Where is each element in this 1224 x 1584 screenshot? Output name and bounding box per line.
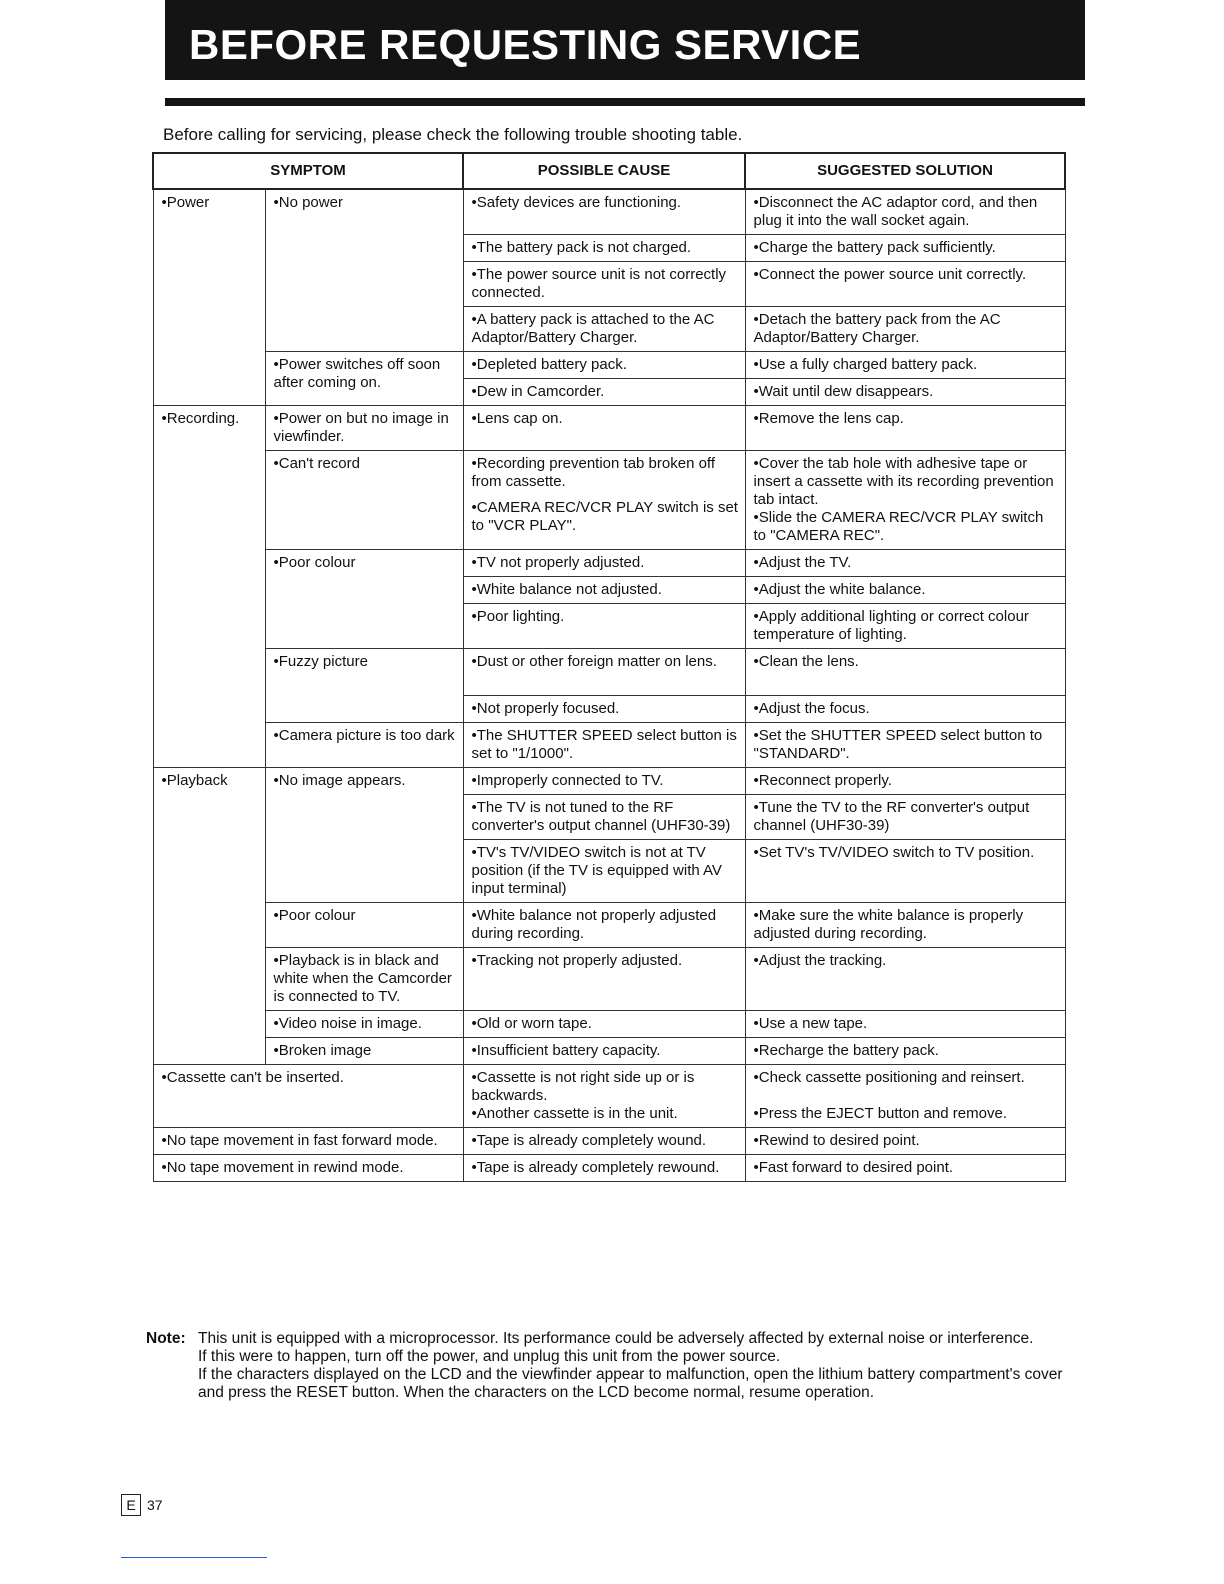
symptom-noise: •Video noise in image. <box>265 1011 463 1038</box>
cause-cell: •The battery pack is not charged. <box>463 235 745 262</box>
cause-cell: •Dew in Camcorder. <box>463 379 745 406</box>
solution-cell: •Rewind to desired point. <box>745 1128 1065 1155</box>
cause-cell: •TV's TV/VIDEO switch is not at TV position (if the TV is equipped with AV input terminal) <box>463 840 745 903</box>
table-row <box>153 1011 1065 1038</box>
solution-text: •Cover the tab hole with adhesive tape or insert a cassette with its recording prevention tab intact. <box>753 455 1054 508</box>
cause-text: •Another cassette is in the unit. <box>471 1105 678 1122</box>
note-line: This unit is equipped with a microprocessor. Its performance could be adversely affected by external noise or interference. <box>198 1330 1034 1347</box>
cause-cell: •Poor lighting. <box>463 604 745 649</box>
cause-cell: •Tracking not properly adjusted. <box>463 948 745 1011</box>
cause-cell: •Not properly focused. <box>463 696 745 723</box>
table-header-row <box>153 153 1065 189</box>
symptom-cassette: •Cassette can't be inserted. <box>153 1065 463 1128</box>
solution-cell: •Set the SHUTTER SPEED select button to "STANDARD". <box>745 723 1065 768</box>
solution-cell: •Disconnect the AC adaptor cord, and then plug it into the wall socket again. <box>745 189 1065 235</box>
solution-cell: •Apply additional lighting or correct colour temperature of lighting. <box>745 604 1065 649</box>
solution-cell: •Wait until dew disappears. <box>745 379 1065 406</box>
group-recording: •Recording. <box>153 406 265 768</box>
cause-text: •Cassette is not right side up or is backwards. <box>471 1069 695 1104</box>
solution-cell: •Clean the lens. <box>745 649 1065 696</box>
symptom-bw: •Playback is in black and white when the Camcorder is connected to TV. <box>265 948 463 1011</box>
cause-cell: •White balance not adjusted. <box>463 577 745 604</box>
cause-cell: •Insufficient battery capacity. <box>463 1038 745 1065</box>
solution-cell: •Use a fully charged battery pack. <box>745 352 1065 379</box>
solution-cell <box>745 1065 1065 1128</box>
symptom-too-dark: •Camera picture is too dark <box>265 723 463 768</box>
page-footer <box>121 1494 163 1516</box>
header-symptom: SYMPTOM <box>153 153 463 189</box>
cause-cell: •Safety devices are functioning. <box>463 189 745 235</box>
symptom-poor-colour-pb: •Poor colour <box>265 903 463 948</box>
header-cause: POSSIBLE CAUSE <box>463 153 745 189</box>
solution-cell: •Detach the battery pack from the AC Adaptor/Battery Charger. <box>745 307 1065 352</box>
cause-cell <box>463 451 745 550</box>
symptom-no-power: •No power <box>265 189 463 352</box>
cause-cell: •The power source unit is not correctly connected. <box>463 262 745 307</box>
table-row <box>153 1038 1065 1065</box>
cause-cell: •A battery pack is attached to the AC Adaptor/Battery Charger. <box>463 307 745 352</box>
solution-cell: •Reconnect properly. <box>745 768 1065 795</box>
note-label: Note: <box>146 1330 186 1347</box>
solution-cell: •Set TV's TV/VIDEO switch to TV position. <box>745 840 1065 903</box>
table-row <box>153 1155 1065 1182</box>
cause-cell: •Improperly connected to TV. <box>463 768 745 795</box>
cause-cell <box>463 1065 745 1128</box>
solution-cell: •Fast forward to desired point. <box>745 1155 1065 1182</box>
cause-cell: •The TV is not tuned to the RF converter's output channel (UHF30-39) <box>463 795 745 840</box>
table-row <box>153 723 1065 768</box>
footer-underline <box>121 1557 267 1558</box>
cause-cell: •The SHUTTER SPEED select button is set to "1/1000". <box>463 723 745 768</box>
solution-cell <box>745 451 1065 550</box>
symptom-no-image-vf: •Power on but no image in viewfinder. <box>265 406 463 451</box>
table-row <box>153 189 1065 235</box>
table-row <box>153 451 1065 550</box>
cause-text: •Recording prevention tab broken off from cassette. <box>471 455 715 490</box>
table-row <box>153 948 1065 1011</box>
table-row <box>153 649 1065 696</box>
cause-cell: •TV not properly adjusted. <box>463 550 745 577</box>
page-number: 37 <box>147 1497 163 1513</box>
table-row <box>153 1128 1065 1155</box>
table-row <box>153 903 1065 948</box>
title-rule <box>165 98 1085 106</box>
title-banner <box>165 0 1085 80</box>
solution-text: •Slide the CAMERA REC/VCR PLAY switch to "CAMERA REC". <box>753 509 1044 544</box>
solution-cell: •Tune the TV to the RF converter's output channel (UHF30-39) <box>745 795 1065 840</box>
solution-cell: •Use a new tape. <box>745 1011 1065 1038</box>
note-line: If this were to happen, turn off the power, and unplug this unit from the power source. <box>198 1348 781 1365</box>
cause-cell: •Depleted battery pack. <box>463 352 745 379</box>
page-title: BEFORE REQUESTING SERVICE <box>189 21 862 68</box>
solution-cell: •Remove the lens cap. <box>745 406 1065 451</box>
symptom-no-ff: •No tape movement in fast forward mode. <box>153 1128 463 1155</box>
solution-text: •Check cassette positioning and reinsert. <box>753 1069 1025 1086</box>
solution-cell: •Connect the power source unit correctly. <box>745 262 1065 307</box>
note-block <box>146 1330 1066 1402</box>
group-playback: •Playback <box>153 768 265 1065</box>
table-row <box>153 406 1065 451</box>
solution-cell: •Adjust the tracking. <box>745 948 1065 1011</box>
solution-cell: •Adjust the white balance. <box>745 577 1065 604</box>
symptom-no-rew: •No tape movement in rewind mode. <box>153 1155 463 1182</box>
language-badge: E <box>121 1494 141 1516</box>
cause-cell: •Old or worn tape. <box>463 1011 745 1038</box>
table-row <box>153 550 1065 577</box>
cause-cell: •Tape is already completely wound. <box>463 1128 745 1155</box>
symptom-no-image: •No image appears. <box>265 768 463 903</box>
cause-cell: •White balance not properly adjusted during recording. <box>463 903 745 948</box>
symptom-cant-record: •Can't record <box>265 451 463 550</box>
solution-cell: •Recharge the battery pack. <box>745 1038 1065 1065</box>
cause-cell: •Dust or other foreign matter on lens. <box>463 649 745 696</box>
symptom-broken: •Broken image <box>265 1038 463 1065</box>
cause-cell: •Tape is already completely rewound. <box>463 1155 745 1182</box>
solution-cell: •Make sure the white balance is properly adjusted during recording. <box>745 903 1065 948</box>
table-row <box>153 768 1065 795</box>
header-solution: SUGGESTED SOLUTION <box>745 153 1065 189</box>
symptom-power-off: •Power switches off soon after coming on. <box>265 352 463 406</box>
table-row <box>153 352 1065 379</box>
cause-cell: •Lens cap on. <box>463 406 745 451</box>
group-power: •Power <box>153 189 265 406</box>
note-line: If the characters displayed on the LCD and the viewfinder appear to malfunction, open the lithium battery compartment's cover and press the RESET button. When the characters on the LCD become normal, resume operation. <box>198 1366 1063 1401</box>
solution-text: •Press the EJECT button and remove. <box>753 1105 1007 1122</box>
solution-cell: •Adjust the TV. <box>745 550 1065 577</box>
symptom-fuzzy: •Fuzzy picture <box>265 649 463 723</box>
table-row <box>153 1065 1065 1128</box>
note-body <box>198 1330 1066 1402</box>
solution-cell: •Adjust the focus. <box>745 696 1065 723</box>
troubleshooting-table <box>152 152 1066 1182</box>
cause-text: •CAMERA REC/VCR PLAY switch is set to "VCR PLAY". <box>471 499 738 534</box>
symptom-poor-colour-rec: •Poor colour <box>265 550 463 649</box>
solution-cell: •Charge the battery pack sufficiently. <box>745 235 1065 262</box>
intro-text: Before calling for servicing, please check the following trouble shooting table. <box>163 125 743 144</box>
